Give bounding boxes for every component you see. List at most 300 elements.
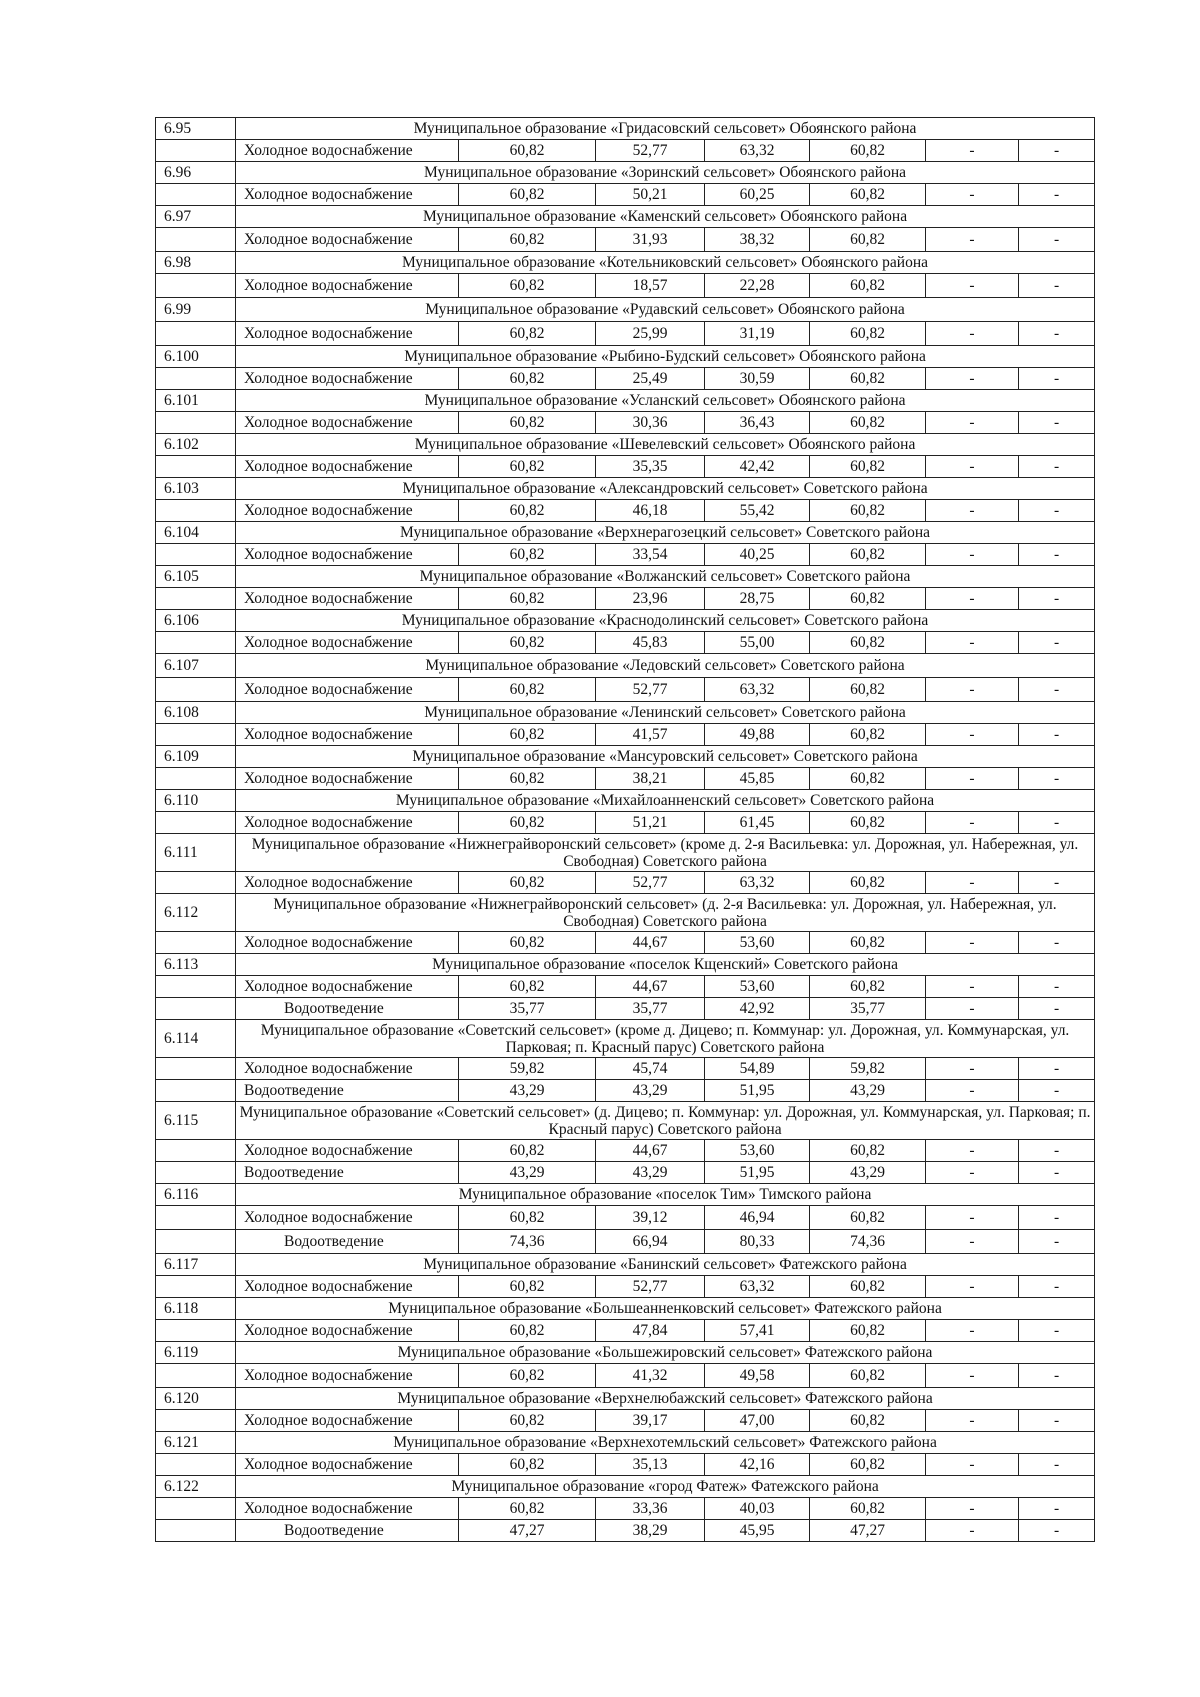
tariff-value-1: 60,82 — [459, 724, 596, 746]
service-name: Холодное водоснабжение — [236, 322, 459, 346]
municipality-name: Муниципальное образование «Зоринский сельсовет» Обоянского района — [236, 162, 1095, 184]
municipality-row — [156, 346, 1095, 368]
tariff-value-3: 54,89 — [705, 1058, 810, 1080]
service-row — [156, 678, 1095, 702]
empty-number-cell — [156, 632, 236, 654]
empty-number-cell — [156, 1162, 236, 1184]
tariff-value-1: 60,82 — [459, 812, 596, 834]
tariff-value-2: 52,77 — [596, 678, 705, 702]
municipality-name: Муниципальное образование «Советский сельсовет» (кроме д. Дицево; п. Коммунар: ул. Дорожная, ул. Коммунарская, ул. Парковая; п. Красный парус) Советского района — [236, 1020, 1095, 1058]
tariff-value-1: 60,82 — [459, 872, 596, 894]
service-name: Холодное водоснабжение — [236, 368, 459, 390]
tariff-value-3: 40,03 — [705, 1498, 810, 1520]
tariff-value-4: 60,82 — [810, 140, 926, 162]
empty-value-6: - — [1019, 1140, 1095, 1162]
municipality-name: Муниципальное образование «Ледовский сельсовет» Советского района — [236, 654, 1095, 678]
empty-value-6: - — [1019, 184, 1095, 206]
tariff-value-3: 49,58 — [705, 1364, 810, 1388]
service-name: Водоотведение — [236, 1080, 459, 1102]
empty-value-5: - — [926, 140, 1019, 162]
municipality-row — [156, 118, 1095, 140]
empty-value-6: - — [1019, 1230, 1095, 1254]
tariff-value-1: 60,82 — [459, 322, 596, 346]
tariff-value-1: 60,82 — [459, 140, 596, 162]
tariff-value-2: 35,77 — [596, 998, 705, 1020]
service-name: Холодное водоснабжение — [236, 976, 459, 998]
tariff-value-2: 30,36 — [596, 412, 705, 434]
tariff-value-1: 43,29 — [459, 1162, 596, 1184]
empty-value-5: - — [926, 588, 1019, 610]
empty-value-6: - — [1019, 1080, 1095, 1102]
tariff-value-4: 60,82 — [810, 932, 926, 954]
municipality-row — [156, 434, 1095, 456]
empty-number-cell — [156, 812, 236, 834]
tariff-value-4: 60,82 — [810, 368, 926, 390]
row-number: 6.101 — [156, 390, 236, 412]
service-name: Холодное водоснабжение — [236, 1454, 459, 1476]
empty-value-5: - — [926, 500, 1019, 522]
tariff-value-1: 47,27 — [459, 1520, 596, 1542]
tariff-value-4: 60,82 — [810, 1410, 926, 1432]
empty-value-6: - — [1019, 768, 1095, 790]
empty-value-6: - — [1019, 1410, 1095, 1432]
tariff-value-4: 60,82 — [810, 976, 926, 998]
municipality-row — [156, 1102, 1095, 1140]
row-number: 6.117 — [156, 1254, 236, 1276]
service-name: Водоотведение — [236, 1162, 459, 1184]
empty-value-6: - — [1019, 632, 1095, 654]
service-row — [156, 1520, 1095, 1542]
empty-number-cell — [156, 1206, 236, 1230]
service-row — [156, 412, 1095, 434]
tariff-value-1: 60,82 — [459, 1206, 596, 1230]
service-row — [156, 322, 1095, 346]
municipality-name: Муниципальное образование «Михайлоанненский сельсовет» Советского района — [236, 790, 1095, 812]
tariff-value-1: 59,82 — [459, 1058, 596, 1080]
empty-value-6: - — [1019, 1162, 1095, 1184]
empty-number-cell — [156, 976, 236, 998]
empty-value-6: - — [1019, 1498, 1095, 1520]
empty-value-5: - — [926, 976, 1019, 998]
service-row — [156, 998, 1095, 1020]
service-row — [156, 368, 1095, 390]
empty-value-5: - — [926, 724, 1019, 746]
empty-number-cell — [156, 140, 236, 162]
municipality-name: Муниципальное образование «Большежировский сельсовет» Фатежского района — [236, 1342, 1095, 1364]
tariff-value-1: 35,77 — [459, 998, 596, 1020]
empty-value-6: - — [1019, 322, 1095, 346]
empty-value-5: - — [926, 812, 1019, 834]
service-row — [156, 932, 1095, 954]
tariff-value-2: 31,93 — [596, 228, 705, 252]
empty-value-5: - — [926, 932, 1019, 954]
service-row — [156, 1454, 1095, 1476]
tariff-value-3: 61,45 — [705, 812, 810, 834]
municipality-row — [156, 1388, 1095, 1410]
empty-value-5: - — [926, 1230, 1019, 1254]
service-row — [156, 1498, 1095, 1520]
empty-value-5: - — [926, 1410, 1019, 1432]
service-name: Холодное водоснабжение — [236, 1320, 459, 1342]
row-number: 6.108 — [156, 702, 236, 724]
tariff-value-4: 60,82 — [810, 544, 926, 566]
empty-number-cell — [156, 1276, 236, 1298]
empty-value-5: - — [926, 1364, 1019, 1388]
tariff-value-1: 60,82 — [459, 1140, 596, 1162]
tariff-value-3: 45,85 — [705, 768, 810, 790]
tariff-value-4: 60,82 — [810, 456, 926, 478]
service-name: Холодное водоснабжение — [236, 1058, 459, 1080]
tariff-value-1: 74,36 — [459, 1230, 596, 1254]
service-name: Холодное водоснабжение — [236, 1498, 459, 1520]
tariff-value-2: 41,57 — [596, 724, 705, 746]
tariff-value-1: 60,82 — [459, 1454, 596, 1476]
row-number: 6.107 — [156, 654, 236, 678]
service-name: Холодное водоснабжение — [236, 768, 459, 790]
row-number: 6.96 — [156, 162, 236, 184]
municipality-name: Муниципальное образование «Шевелевский сельсовет» Обоянского района — [236, 434, 1095, 456]
tariff-value-4: 43,29 — [810, 1162, 926, 1184]
service-row — [156, 768, 1095, 790]
empty-value-6: - — [1019, 456, 1095, 478]
tariff-value-2: 39,17 — [596, 1410, 705, 1432]
row-number: 6.97 — [156, 206, 236, 228]
tariff-value-4: 60,82 — [810, 184, 926, 206]
row-number: 6.95 — [156, 118, 236, 140]
municipality-row — [156, 894, 1095, 932]
row-number: 6.103 — [156, 478, 236, 500]
municipality-row — [156, 298, 1095, 322]
empty-value-6: - — [1019, 724, 1095, 746]
empty-number-cell — [156, 588, 236, 610]
empty-number-cell — [156, 872, 236, 894]
empty-value-6: - — [1019, 998, 1095, 1020]
municipality-name: Муниципальное образование «Нижнеграйворонский сельсовет» (д. 2-я Васильевка: ул. Дорожная, ул. Набережная, ул. Свободная) Советского района — [236, 894, 1095, 932]
tariff-value-4: 60,82 — [810, 678, 926, 702]
tariff-value-1: 60,82 — [459, 544, 596, 566]
row-number: 6.119 — [156, 1342, 236, 1364]
municipality-row — [156, 834, 1095, 872]
row-number: 6.113 — [156, 954, 236, 976]
empty-value-5: - — [926, 632, 1019, 654]
tariff-value-3: 49,88 — [705, 724, 810, 746]
empty-value-6: - — [1019, 1058, 1095, 1080]
tariff-value-1: 60,82 — [459, 412, 596, 434]
empty-value-6: - — [1019, 140, 1095, 162]
empty-value-6: - — [1019, 1206, 1095, 1230]
row-number: 6.111 — [156, 834, 236, 872]
tariff-value-3: 45,95 — [705, 1520, 810, 1542]
service-row — [156, 1206, 1095, 1230]
tariff-value-2: 52,77 — [596, 140, 705, 162]
empty-number-cell — [156, 412, 236, 434]
service-row — [156, 588, 1095, 610]
empty-value-6: - — [1019, 412, 1095, 434]
municipality-row — [156, 206, 1095, 228]
empty-number-cell — [156, 1140, 236, 1162]
row-number: 6.98 — [156, 252, 236, 274]
empty-value-5: - — [926, 1454, 1019, 1476]
tariff-value-1: 60,82 — [459, 274, 596, 298]
service-row — [156, 724, 1095, 746]
empty-value-6: - — [1019, 500, 1095, 522]
municipality-row — [156, 162, 1095, 184]
empty-value-6: - — [1019, 544, 1095, 566]
empty-number-cell — [156, 544, 236, 566]
service-name: Холодное водоснабжение — [236, 678, 459, 702]
service-row — [156, 1162, 1095, 1184]
tariff-value-1: 60,82 — [459, 184, 596, 206]
row-number: 6.102 — [156, 434, 236, 456]
empty-value-6: - — [1019, 872, 1095, 894]
municipality-name: Муниципальное образование «Большеанненковский сельсовет» Фатежского района — [236, 1298, 1095, 1320]
municipality-name: Муниципальное образование «Советский сельсовет» (д. Дицево; п. Коммунар: ул. Дорожная, ул. Коммунарская, ул. Парковая; п. Красный парус) Советского района — [236, 1102, 1095, 1140]
municipality-row — [156, 746, 1095, 768]
municipality-name: Муниципальное образование «Краснодолинский сельсовет» Советского района — [236, 610, 1095, 632]
empty-number-cell — [156, 998, 236, 1020]
empty-number-cell — [156, 1520, 236, 1542]
tariff-value-2: 33,36 — [596, 1498, 705, 1520]
tariff-value-3: 80,33 — [705, 1230, 810, 1254]
tariff-value-2: 43,29 — [596, 1162, 705, 1184]
empty-value-5: - — [926, 1140, 1019, 1162]
tariff-value-3: 51,95 — [705, 1080, 810, 1102]
tariff-value-4: 35,77 — [810, 998, 926, 1020]
service-name: Холодное водоснабжение — [236, 140, 459, 162]
municipality-row — [156, 654, 1095, 678]
empty-value-5: - — [926, 1080, 1019, 1102]
municipality-name: Муниципальное образование «Рыбино-Будский сельсовет» Обоянского района — [236, 346, 1095, 368]
empty-value-5: - — [926, 322, 1019, 346]
empty-value-5: - — [926, 1520, 1019, 1542]
service-name: Холодное водоснабжение — [236, 412, 459, 434]
service-name: Водоотведение — [236, 1520, 459, 1542]
empty-number-cell — [156, 1320, 236, 1342]
service-name: Холодное водоснабжение — [236, 1140, 459, 1162]
service-row — [156, 140, 1095, 162]
service-name: Холодное водоснабжение — [236, 1410, 459, 1432]
tariff-value-4: 74,36 — [810, 1230, 926, 1254]
empty-value-5: - — [926, 228, 1019, 252]
empty-value-5: - — [926, 678, 1019, 702]
municipality-row — [156, 566, 1095, 588]
tariff-value-3: 42,92 — [705, 998, 810, 1020]
tariff-value-4: 60,82 — [810, 632, 926, 654]
municipality-row — [156, 1298, 1095, 1320]
tariff-value-4: 60,82 — [810, 228, 926, 252]
empty-value-6: - — [1019, 1520, 1095, 1542]
service-row — [156, 500, 1095, 522]
service-name: Холодное водоснабжение — [236, 500, 459, 522]
empty-value-5: - — [926, 1498, 1019, 1520]
tariff-value-2: 18,57 — [596, 274, 705, 298]
tariff-value-1: 60,82 — [459, 1364, 596, 1388]
municipality-name: Муниципальное образование «Гридасовский сельсовет» Обоянского района — [236, 118, 1095, 140]
municipality-row — [156, 1432, 1095, 1454]
tariff-value-3: 22,28 — [705, 274, 810, 298]
tariff-value-3: 63,32 — [705, 872, 810, 894]
municipality-row — [156, 1020, 1095, 1058]
tariff-value-3: 60,25 — [705, 184, 810, 206]
service-name: Водоотведение — [236, 998, 459, 1020]
row-number: 6.104 — [156, 522, 236, 544]
empty-number-cell — [156, 1364, 236, 1388]
tariff-value-1: 60,82 — [459, 1410, 596, 1432]
service-row — [156, 632, 1095, 654]
tariff-value-1: 60,82 — [459, 678, 596, 702]
tariff-value-2: 46,18 — [596, 500, 705, 522]
municipality-name: Муниципальное образование «Волжанский сельсовет» Советского района — [236, 566, 1095, 588]
empty-value-6: - — [1019, 274, 1095, 298]
tariff-value-3: 47,00 — [705, 1410, 810, 1432]
row-number: 6.105 — [156, 566, 236, 588]
tariff-value-4: 60,82 — [810, 500, 926, 522]
tariff-value-2: 51,21 — [596, 812, 705, 834]
row-number: 6.118 — [156, 1298, 236, 1320]
service-row — [156, 976, 1095, 998]
service-row — [156, 544, 1095, 566]
tariff-value-1: 60,82 — [459, 1320, 596, 1342]
municipality-name: Муниципальное образование «Котельниковский сельсовет» Обоянского района — [236, 252, 1095, 274]
tariff-value-2: 52,77 — [596, 872, 705, 894]
tariff-value-2: 44,67 — [596, 976, 705, 998]
tariff-value-2: 44,67 — [596, 1140, 705, 1162]
row-number: 6.122 — [156, 1476, 236, 1498]
tariff-value-3: 55,42 — [705, 500, 810, 522]
tariff-value-4: 60,82 — [810, 724, 926, 746]
row-number: 6.99 — [156, 298, 236, 322]
tariff-value-3: 28,75 — [705, 588, 810, 610]
empty-value-5: - — [926, 872, 1019, 894]
row-number: 6.112 — [156, 894, 236, 932]
tariff-value-1: 60,82 — [459, 1276, 596, 1298]
empty-value-5: - — [926, 184, 1019, 206]
tariff-value-1: 60,82 — [459, 456, 596, 478]
tariff-value-1: 43,29 — [459, 1080, 596, 1102]
service-row — [156, 1058, 1095, 1080]
row-number: 6.121 — [156, 1432, 236, 1454]
municipality-name: Муниципальное образование «Ленинский сельсовет» Советского района — [236, 702, 1095, 724]
municipality-row — [156, 790, 1095, 812]
empty-value-5: - — [926, 1162, 1019, 1184]
tariff-value-2: 52,77 — [596, 1276, 705, 1298]
service-row — [156, 274, 1095, 298]
empty-value-5: - — [926, 1058, 1019, 1080]
tariff-value-4: 60,82 — [810, 322, 926, 346]
municipality-name: Муниципальное образование «Каменский сельсовет» Обоянского района — [236, 206, 1095, 228]
municipality-name: Муниципальное образование «поселок Кщенский» Советского района — [236, 954, 1095, 976]
service-name: Холодное водоснабжение — [236, 632, 459, 654]
service-name: Холодное водоснабжение — [236, 1206, 459, 1230]
empty-value-6: - — [1019, 1320, 1095, 1342]
tariff-value-2: 35,13 — [596, 1454, 705, 1476]
empty-number-cell — [156, 678, 236, 702]
municipality-name: Муниципальное образование «Верхнехотемльский сельсовет» Фатежского района — [236, 1432, 1095, 1454]
empty-value-6: - — [1019, 588, 1095, 610]
tariff-value-4: 60,82 — [810, 274, 926, 298]
service-row — [156, 1320, 1095, 1342]
empty-number-cell — [156, 932, 236, 954]
municipality-row — [156, 1184, 1095, 1206]
empty-value-5: - — [926, 1276, 1019, 1298]
tariff-value-3: 31,19 — [705, 322, 810, 346]
tariff-table — [155, 117, 1095, 1542]
service-row — [156, 456, 1095, 478]
tariff-value-3: 30,59 — [705, 368, 810, 390]
municipality-row — [156, 1342, 1095, 1364]
tariff-value-1: 60,82 — [459, 932, 596, 954]
empty-number-cell — [156, 1058, 236, 1080]
municipality-name: Муниципальное образование «Нижнеграйворонский сельсовет» (кроме д. 2-я Васильевка: ул. Дорожная, ул. Набережная, ул. Свободная) Советского района — [236, 834, 1095, 872]
municipality-name: Муниципальное образование «поселок Тим» Тимского района — [236, 1184, 1095, 1206]
empty-number-cell — [156, 368, 236, 390]
tariff-value-3: 55,00 — [705, 632, 810, 654]
empty-value-6: - — [1019, 228, 1095, 252]
municipality-name: Муниципальное образование «Усланский сельсовет» Обоянского района — [236, 390, 1095, 412]
empty-value-6: - — [1019, 368, 1095, 390]
service-name: Холодное водоснабжение — [236, 184, 459, 206]
service-row — [156, 1364, 1095, 1388]
tariff-value-1: 60,82 — [459, 228, 596, 252]
tariff-value-4: 60,82 — [810, 1364, 926, 1388]
municipality-row — [156, 1254, 1095, 1276]
municipality-row — [156, 390, 1095, 412]
empty-value-6: - — [1019, 976, 1095, 998]
municipality-row — [156, 954, 1095, 976]
tariff-value-3: 53,60 — [705, 1140, 810, 1162]
tariff-value-3: 36,43 — [705, 412, 810, 434]
service-name: Холодное водоснабжение — [236, 274, 459, 298]
tariff-value-2: 38,21 — [596, 768, 705, 790]
empty-number-cell — [156, 500, 236, 522]
tariff-value-3: 57,41 — [705, 1320, 810, 1342]
service-name: Холодное водоснабжение — [236, 724, 459, 746]
empty-value-6: - — [1019, 812, 1095, 834]
municipality-row — [156, 522, 1095, 544]
tariff-value-3: 46,94 — [705, 1206, 810, 1230]
tariff-value-2: 43,29 — [596, 1080, 705, 1102]
tariff-value-1: 60,82 — [459, 588, 596, 610]
tariff-value-4: 60,82 — [810, 1320, 926, 1342]
municipality-name: Муниципальное образование «Мансуровский сельсовет» Советского района — [236, 746, 1095, 768]
tariff-value-4: 43,29 — [810, 1080, 926, 1102]
municipality-name: Муниципальное образование «Банинский сельсовет» Фатежского района — [236, 1254, 1095, 1276]
empty-value-6: - — [1019, 932, 1095, 954]
tariff-value-3: 38,32 — [705, 228, 810, 252]
tariff-value-3: 51,95 — [705, 1162, 810, 1184]
tariff-value-4: 59,82 — [810, 1058, 926, 1080]
empty-number-cell — [156, 228, 236, 252]
service-name: Водоотведение — [236, 1230, 459, 1254]
service-name: Холодное водоснабжение — [236, 1276, 459, 1298]
service-name: Холодное водоснабжение — [236, 588, 459, 610]
service-name: Холодное водоснабжение — [236, 544, 459, 566]
municipality-row — [156, 610, 1095, 632]
empty-value-5: - — [926, 998, 1019, 1020]
row-number: 6.115 — [156, 1102, 236, 1140]
tariff-value-2: 45,74 — [596, 1058, 705, 1080]
empty-value-6: - — [1019, 1454, 1095, 1476]
tariff-value-1: 60,82 — [459, 632, 596, 654]
empty-number-cell — [156, 724, 236, 746]
tariff-value-3: 63,32 — [705, 140, 810, 162]
service-name: Холодное водоснабжение — [236, 228, 459, 252]
tariff-value-3: 40,25 — [705, 544, 810, 566]
empty-value-6: - — [1019, 1276, 1095, 1298]
tariff-value-2: 38,29 — [596, 1520, 705, 1542]
service-name: Холодное водоснабжение — [236, 456, 459, 478]
tariff-value-4: 60,82 — [810, 588, 926, 610]
